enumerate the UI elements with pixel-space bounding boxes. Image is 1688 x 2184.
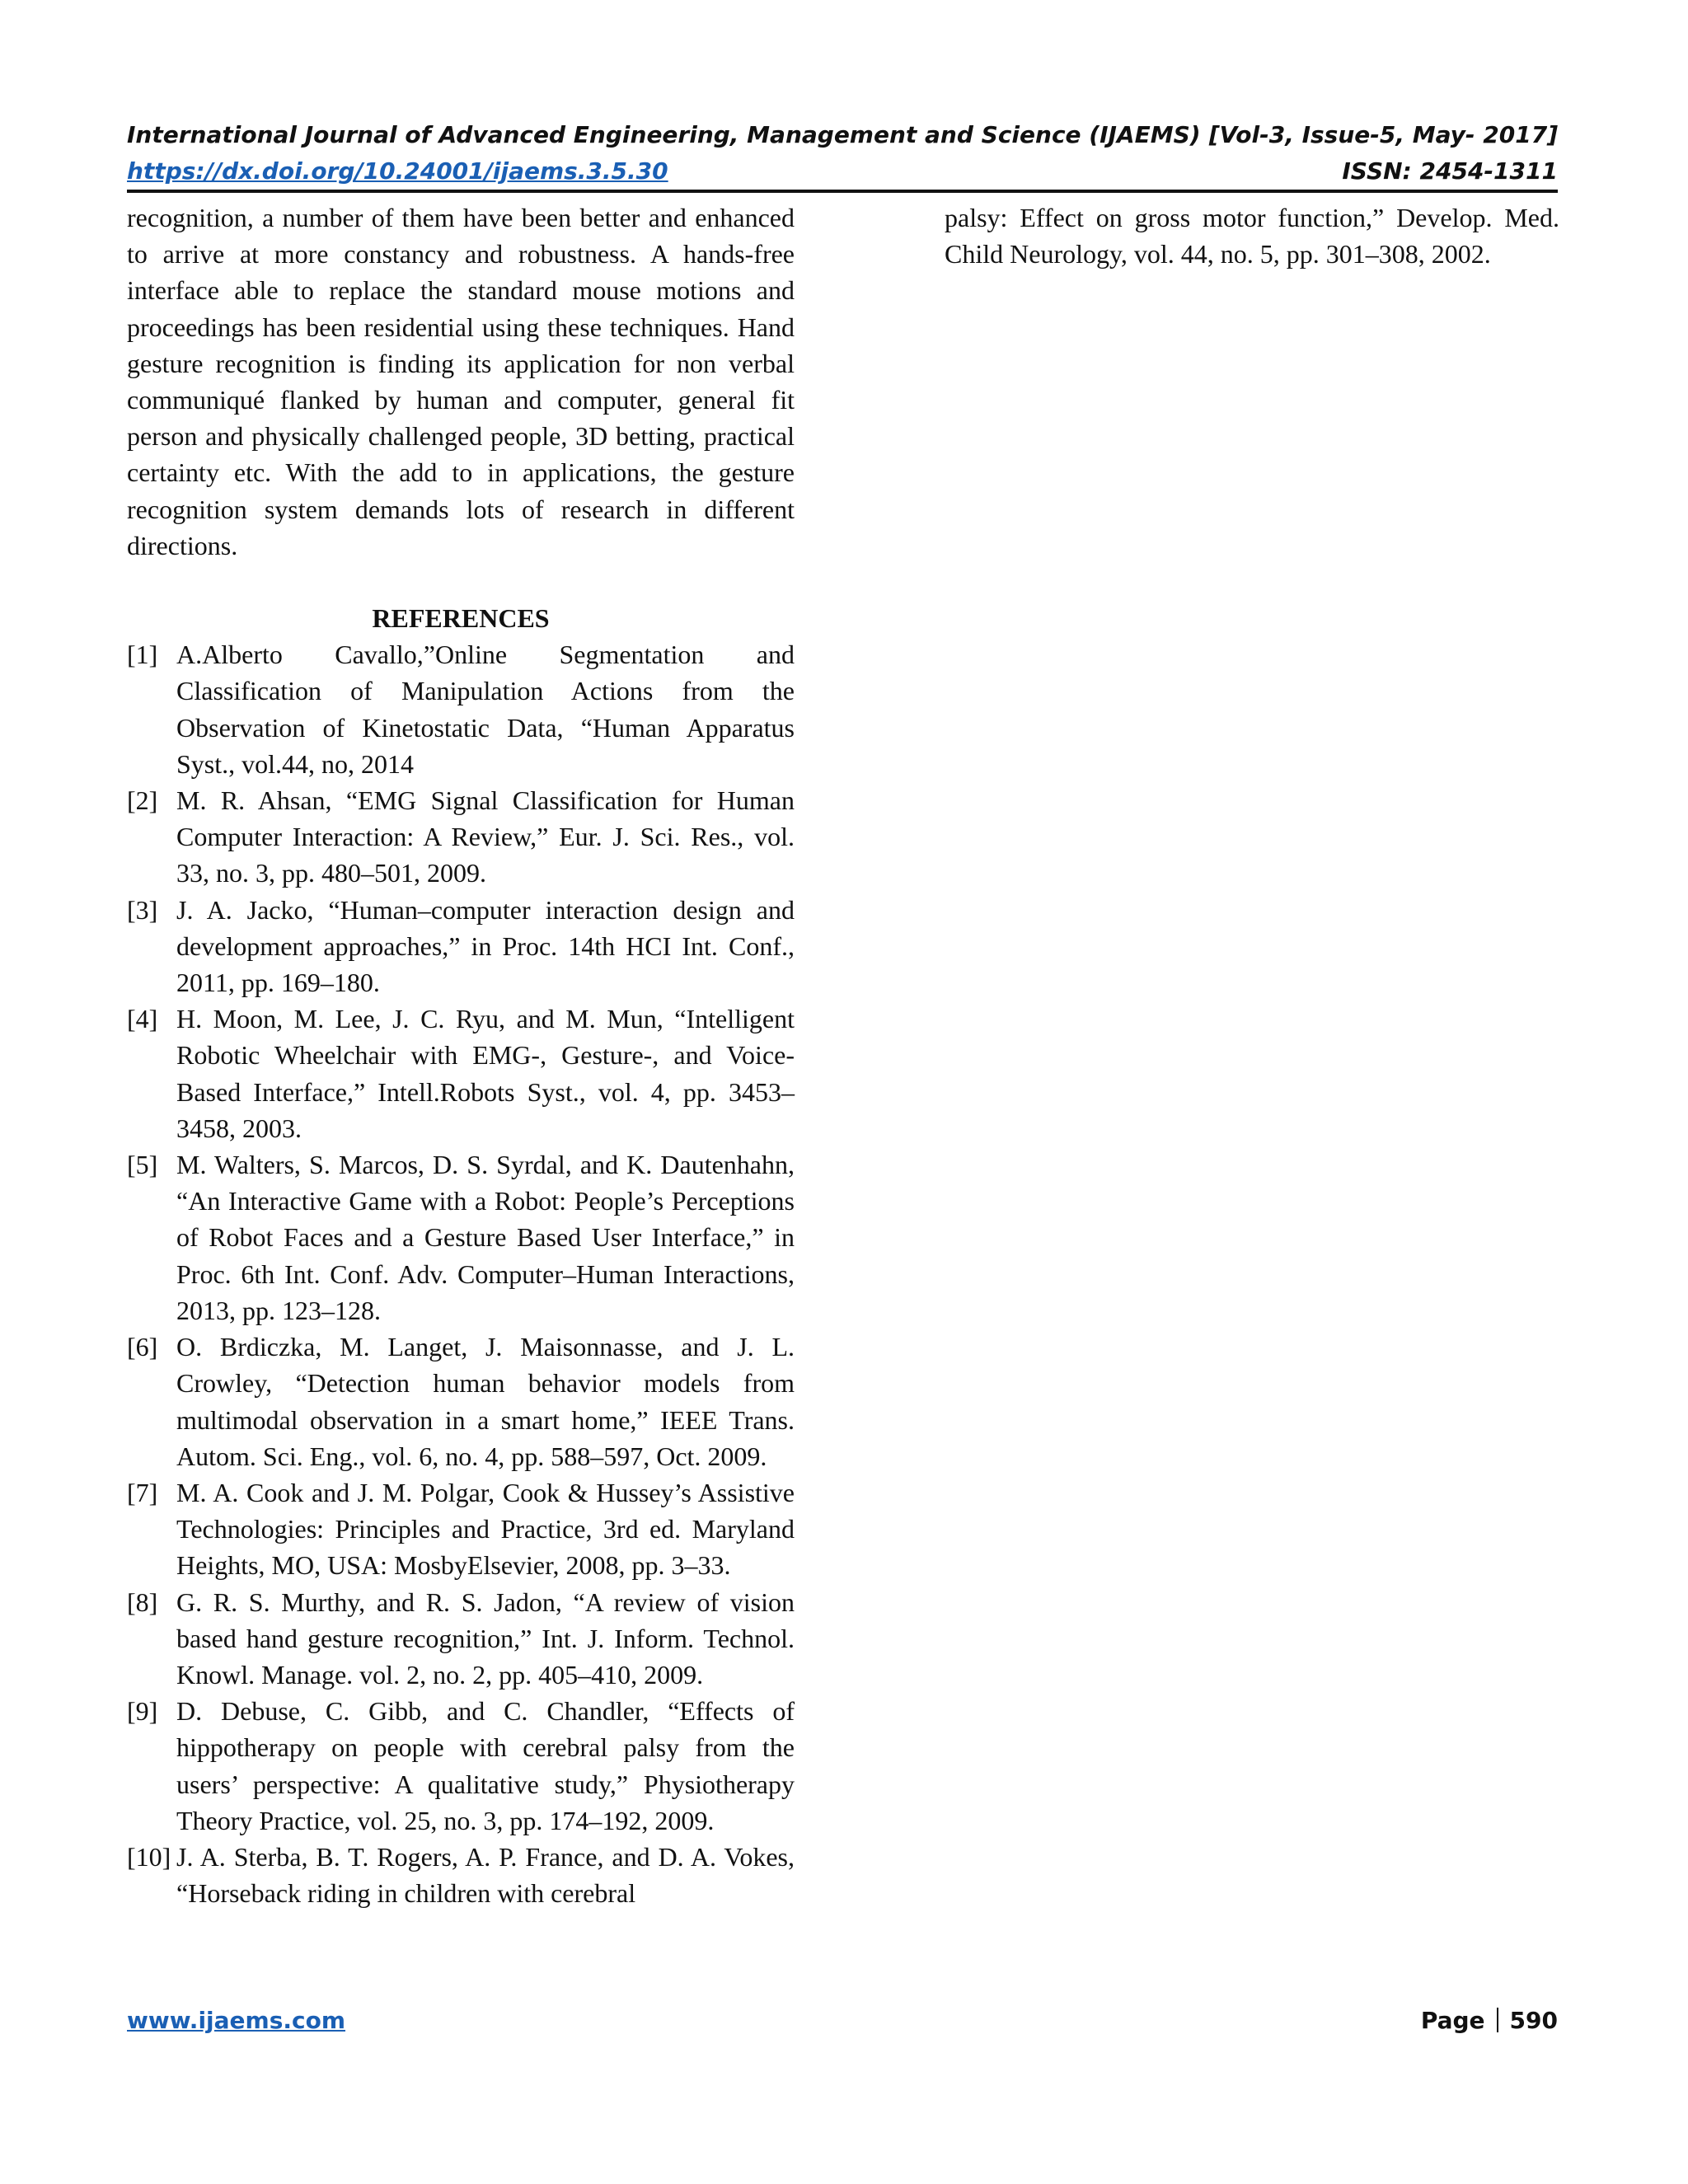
reference-item [127,1146,795,1329]
issue-info: [Vol-3, Issue-5, May- 2017] [1208,121,1558,148]
journal-title: International Journal of Advanced Engineering, Management and Science (IJAEMS) [127,121,1201,148]
references-heading: REFERENCES [372,603,550,634]
body-paragraph: recognition, a number of them have been better and enhanced to arrive at more constancy and robustness. A hands-free interface able to replace the standard mouse motions and proceedings has been residential using these techniques. Hand gesture recognition is finding its application for non verbal communiqué flanked by human and computer, general fit person and physically challenged people, 3D betting, practical certainty etc. With the add to in applications, the gesture recognition system demands lots of research in different directions. [127,203,795,560]
right-column [945,199,1559,272]
reference-text: A.Alberto Cavallo,”Online Segmentation and Classification of Manipulation Actions from the Observation of Kinetostatic Data, “Human Apparatus Syst., vol.44, no, 2014 [176,640,795,779]
reference-item [127,782,795,892]
reference-number: [8] [127,1586,158,1617]
reference-number: [10] [127,1841,171,1872]
page-number: 590 [1509,2007,1558,2034]
doi-link[interactable]: https://dx.doi.org/10.24001/ijaems.3.5.30 [127,157,668,185]
reference-number: [4] [127,1004,158,1034]
reference-text: M. Walters, S. Marcos, D. S. Syrdal, and K. Dautenhahn, “An Interactive Game with a Robot: People’s Perceptions of Robot Faces and a Gesture Based User Interface,” in Proc. 6th Int. Conf. Adv. Computer–Human Interactions, 2013, pp. 123–128. [176,1150,795,1325]
running-header [127,117,1558,190]
reference-text: M. R. Ahsan, “EMG Signal Classification for Human Computer Interaction: A Review,” Eur. J. Sci. Res., vol. 33, no. 3, pp. 480–501, 2009. [176,785,795,888]
reference-text: O. Brdiczka, M. Langet, J. Maisonnasse, and J. L. Crowley, “Detection human behavior models from multimodal observation in a smart home,” IEEE Trans. Autom. Sci. Eng., vol. 6, no. 4, pp. 588–597, Oct. 2009. [176,1332,795,1471]
reference-number: [7] [127,1477,158,1507]
website-link[interactable]: www.ijaems.com [127,2007,346,2034]
header-row-top [127,117,1558,153]
reference-text: J. A. Jacko, “Human–computer interaction design and development approaches,” in Proc. 14th HCI Int. Conf., 2011, pp. 169–180. [176,894,795,998]
reference-number: [3] [127,894,158,925]
page-separator [1497,2008,1498,2032]
reference-item [127,892,795,1001]
reference-item [127,1001,795,1146]
reference-item [127,1839,795,1911]
reference-item [127,1584,795,1694]
reference-item [127,1474,795,1584]
reference-number: [5] [127,1150,158,1180]
reference-text: D. Debuse, C. Gibb, and C. Chandler, “Effects of hippotherapy on people with cerebral palsy from the users’ perspective: A qualitative study,” Physiotherapy Theory Practice, vol. 25, no. 3, pp. 174–192, 2009. [176,1696,795,1835]
references-list [127,636,795,1911]
reference-item [127,1329,795,1474]
reference-item [127,1693,795,1839]
page-footer [127,2003,1558,2039]
issn-info: ISSN: 2454-1311 [1342,157,1558,185]
reference-text: G. R. S. Murthy, and R. S. Jadon, “A review of vision based hand gesture recognition,” Int. J. Inform. Technol. Knowl. Manage. vol. 2, no. 2, pp. 405–410, 2009. [176,1586,795,1690]
reference-text: M. A. Cook and J. M. Polgar, Cook & Hussey’s Assistive Technologies: Principles and Practice, 3rd ed. Maryland Heights, MO, USA: MosbyElsevier, 2008, pp. 3–33. [176,1477,795,1581]
reference-number: [1] [127,640,158,670]
header-rule [127,190,1558,193]
reference-text: H. Moon, M. Lee, J. C. Ryu, and M. Mun, “Intelligent Robotic Wheelchair with EMG-, Gesture-, and Voice-Based Interface,” Intell.Robots Syst., vol. 4, pp. 3453–3458, 2003. [176,1004,795,1143]
header-row-bottom [127,153,1558,190]
page-label: Page [1420,2007,1485,2034]
reference-number: [9] [127,1696,158,1727]
reference-number: [2] [127,785,158,816]
reference-text: J. A. Sterba, B. T. Rogers, A. P. France, and D. A. Vokes, “Horseback riding in children with cerebral [176,1841,795,1909]
reference-item [127,636,795,782]
page-indicator [1421,2003,1558,2039]
reference-number: [6] [127,1332,158,1362]
left-column [127,199,795,1911]
reference-continuation: palsy: Effect on gross motor function,” Develop. Med. Child Neurology, vol. 44, no. 5, pp. 301–308, 2002. [945,203,1559,269]
